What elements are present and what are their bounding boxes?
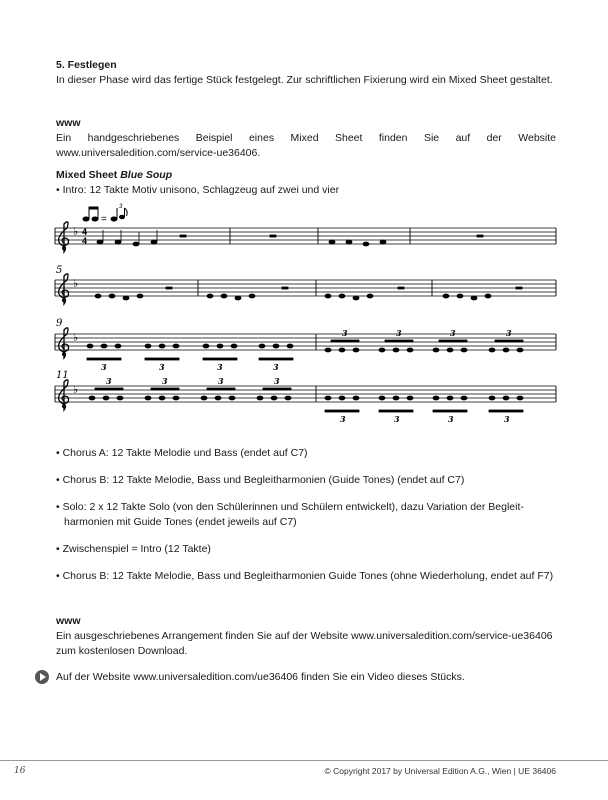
key-flat: ♭ [73, 278, 79, 290]
mixed-sheet-header [56, 168, 556, 198]
www-text-line1[interactable]: Ein ausgeschriebenes Arrangement finden Sie auf der Website www.universaledition.com/service-ue36406 [56, 630, 553, 642]
measure-number: 11 [56, 370, 69, 381]
page-number: 16 [14, 766, 26, 776]
www-note-1 [56, 116, 556, 161]
section-title: 5. Festlegen [56, 59, 117, 71]
triplet-label: 3 [159, 362, 165, 372]
measure-number: 9 [56, 318, 63, 329]
tempo-equals: = [101, 214, 107, 225]
mixed-sheet-title: Mixed Sheet Blue Soup [56, 169, 173, 181]
key-flat: ♭ [73, 226, 79, 238]
notes-system-4 [89, 388, 523, 412]
notes-system-1 [95, 230, 522, 300]
www-label: www [56, 117, 81, 129]
triplet-label: 3 [450, 328, 456, 338]
measure-number: 5 [56, 265, 63, 276]
triplet-label: 3 [448, 414, 454, 424]
triplet-label: 3 [218, 376, 224, 386]
triplet-label: 3 [504, 414, 510, 424]
www-label: www [56, 615, 81, 627]
triplet-label: 3 [394, 414, 400, 424]
key-flat: ♭ [73, 332, 79, 344]
time-sig-bottom: 4 [82, 236, 88, 246]
section-festlegen [56, 58, 556, 88]
video-note[interactable]: Auf der Website www.universaledition.com/ue36406 finden Sie ein Video dieses Stücks. [56, 671, 465, 683]
play-video-icon[interactable] [35, 670, 49, 684]
triplet-label: 3 [340, 414, 346, 424]
triplet-label: 3 [106, 376, 112, 386]
triplet-label: 3 [217, 362, 223, 372]
bullet-chorus-a: • Chorus A: 12 Takte Melodie und Bass (endet auf C7) [56, 446, 556, 461]
treble-clefs [59, 222, 69, 410]
bullet-chorus-b: • Chorus B: 12 Takte Melodie, Bass und Begleitharmonien (Guide Tones) (endet auf C7) [56, 473, 556, 488]
music-score [0, 196, 608, 436]
copyright: © Copyright 2017 by Universal Edition A.G., Wien | UE 36406 [324, 766, 556, 776]
www-text[interactable]: Ein handgeschriebenes Beispiel eines Mixed Sheet finden Sie auf der Website www.universaledition.com/service-ue36406. [56, 132, 556, 159]
triplet-label: 3 [273, 362, 279, 372]
bullet-solo-continued: harmonien mit Guide Tones (endet jeweils auf C7) [64, 516, 297, 528]
triplet-label: 3 [342, 328, 348, 338]
time-sig-top: 4 [82, 227, 88, 237]
intro-bullet: • Intro: 12 Takte Motiv unisono, Schlagzeug auf zwei und vier [56, 183, 556, 198]
key-flat: ♭ [73, 384, 79, 396]
triplet-label: 3 [396, 328, 402, 338]
www-text-line2: zum kostenlosen Download. [56, 645, 188, 657]
bullet-solo: • Solo: 2 x 12 Takte Solo (von den Schülerinnen und Schülern entwickelt), dazu Variation der Begleit- [56, 500, 556, 515]
footer-divider [0, 760, 608, 761]
bullet-chorus-b-final: • Chorus B: 12 Takte Melodie, Bass und Begleitharmonien Guide Tones (ohne Wiederholung, endet auf F7) [56, 569, 556, 584]
section-text: In dieser Phase wird das fertige Stück festgelegt. Zur schriftlichen Fixierung wird ein Mixed Sheet gestaltet. [56, 74, 553, 86]
triplet-label: 3 [274, 376, 280, 386]
mixed-sheet-title-italic: Blue Soup [120, 169, 173, 181]
triplet-label: 3 [101, 362, 107, 372]
triplet-label: 3 [506, 328, 512, 338]
www-note-2 [56, 614, 556, 659]
triplet-label: 3 [162, 376, 168, 386]
bullet-list [56, 446, 556, 584]
tempo-marking [83, 204, 127, 225]
bullet-zwischenspiel: • Zwischenspiel = Intro (12 Takte) [56, 542, 556, 557]
tempo-triplet: 3 [119, 204, 123, 210]
